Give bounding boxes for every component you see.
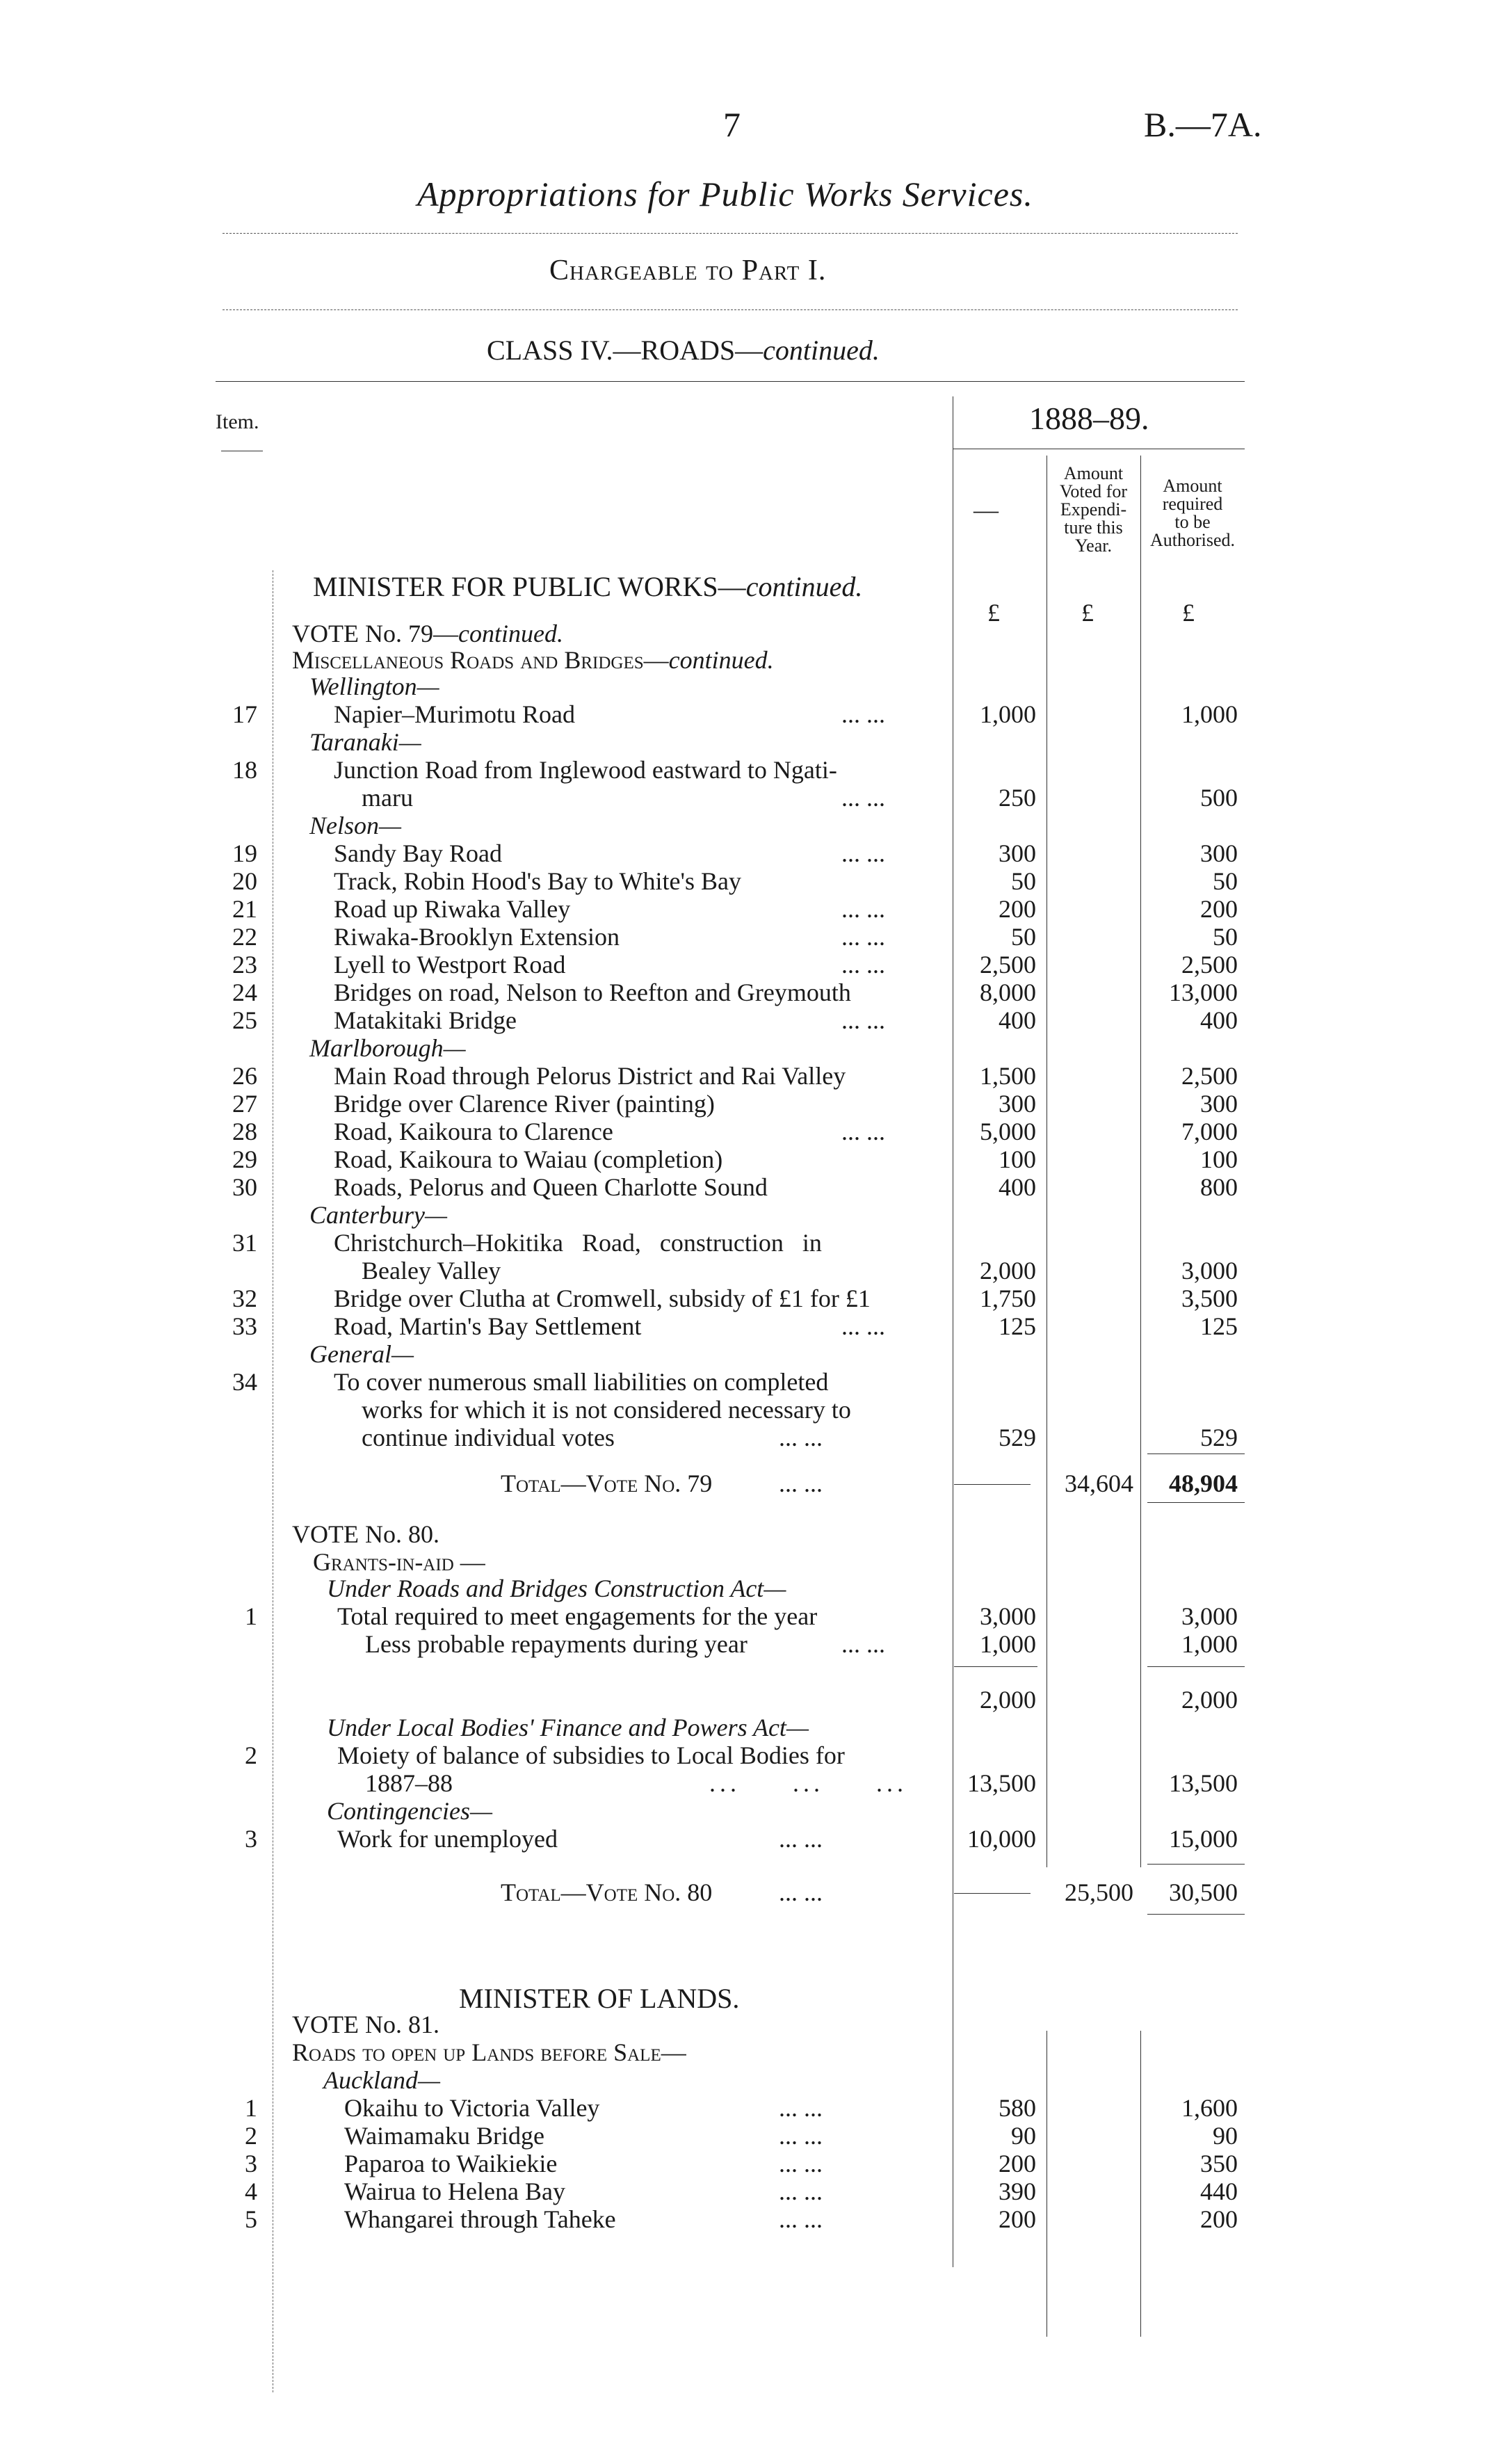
item-description: Road, Kaikoura to Clarence	[334, 1118, 613, 1145]
authorised-value: 500	[1200, 784, 1238, 812]
leader-dots: ... ...	[779, 1825, 823, 1853]
item-description: Work for unemployed	[337, 1825, 558, 1853]
amount-value: 50	[1011, 867, 1036, 895]
leader-dots: ... ...	[841, 784, 885, 812]
region-wellington: Wellington—	[309, 673, 439, 700]
amount-value: 2,000	[980, 1686, 1036, 1714]
region-general: General—	[309, 1340, 414, 1368]
amount-value: 2,000	[980, 1257, 1036, 1285]
voted-column-header: Amount Voted for Expendi- ture this Year.	[1059, 463, 1127, 556]
leader-dots: ... ...	[841, 700, 885, 728]
minister-public-works-heading: MINISTER FOR PUBLIC WORKS—continued.	[313, 571, 863, 602]
amount-value: 13,500	[967, 1769, 1036, 1797]
amount-value: 300	[999, 1090, 1036, 1118]
authorised-value: 90	[1213, 2122, 1238, 2150]
item-description: Moiety of balance of subsidies to Local Bodies for	[337, 1741, 845, 1769]
item-column-header: Item.	[216, 410, 259, 433]
authorised-value: 15,000	[1169, 1825, 1238, 1853]
vote-80-heading: VOTE No. 80.	[292, 1520, 439, 1548]
authorised-value: 350	[1200, 2150, 1238, 2177]
page-number: 7	[723, 105, 741, 144]
grants-heading: Grants-in-aid —	[313, 1548, 485, 1576]
blank-column-header: —	[973, 496, 999, 524]
authorised-value: 2,500	[1181, 951, 1238, 979]
total-rule	[954, 1893, 1031, 1894]
item-description: Road, Kaikoura to Waiau (completion)	[334, 1145, 723, 1173]
item-description: Less probable repayments during year	[365, 1630, 748, 1658]
authorised-value: 800	[1200, 1173, 1238, 1201]
item-number: 29	[232, 1145, 257, 1173]
authorised-value: 1,000	[1181, 700, 1238, 728]
item-number: 3	[245, 1825, 257, 1853]
total-80-voted: 25,500	[1065, 1878, 1133, 1906]
minister-lands-heading: MINISTER OF LANDS.	[459, 1983, 740, 2014]
authorised-column-header: Amount required to be Authorised.	[1149, 476, 1236, 550]
leader-dots: ... ...	[841, 1118, 885, 1145]
authorised-value: 300	[1200, 1090, 1238, 1118]
vote-79-heading: VOTE No. 79—continued.	[292, 620, 563, 647]
item-number: 21	[232, 895, 257, 923]
item-description: Road, Martin's Bay Settlement	[334, 1312, 642, 1340]
item-number: 22	[232, 923, 257, 951]
authorised-value: 3,000	[1181, 1257, 1238, 1285]
item-number: 34	[232, 1368, 257, 1396]
item-number: 32	[232, 1285, 257, 1312]
leader-dots: ... ...	[841, 1312, 885, 1340]
amount-value: 1,000	[980, 1630, 1036, 1658]
item-description: Napier–Murimotu Road	[334, 700, 575, 728]
total-80-top-rule	[1147, 1864, 1245, 1865]
item-description: Main Road through Pelorus District and Rai Valley	[334, 1062, 846, 1090]
item-number: 1	[245, 2094, 257, 2122]
item-description: Road up Riwaka Valley	[334, 895, 571, 923]
amount-value: 50	[1011, 923, 1036, 951]
region-taranaki: Taranaki—	[309, 728, 421, 756]
leader-dots: ... ...	[841, 951, 885, 979]
region-auckland: Auckland—	[323, 2066, 440, 2094]
authorised-value: 200	[1200, 895, 1238, 923]
page-title: Appropriations for Public Works Services.	[417, 175, 1033, 214]
item-description: Paparoa to Waikiekie	[344, 2150, 558, 2177]
item-number: 28	[232, 1118, 257, 1145]
authorised-value: 13,500	[1169, 1769, 1238, 1797]
leader-dots: ... ...	[841, 839, 885, 867]
item-description: Total required to meet engagements for the year	[337, 1602, 818, 1630]
authorised-value: 3,500	[1181, 1285, 1238, 1312]
region-nelson: Nelson—	[309, 812, 402, 839]
authorised-value: 50	[1213, 867, 1238, 895]
currency-col2: £	[1081, 599, 1094, 627]
leader-dots: ... ...	[779, 2205, 823, 2233]
item-description: Riwaka-Brooklyn Extension	[334, 923, 620, 951]
amount-value: 400	[999, 1173, 1036, 1201]
amount-value: 580	[999, 2094, 1036, 2122]
item-description: To cover numerous small liabilities on completed	[334, 1368, 829, 1396]
amount-value: 100	[999, 1145, 1036, 1173]
amount-value: 90	[1011, 2122, 1036, 2150]
item-number: 2	[245, 1741, 257, 1769]
item-description: Matakitaki Bridge	[334, 1006, 517, 1034]
item-description: Bridges on road, Nelson to Reefton and Greymouth	[334, 979, 851, 1006]
item-number: 31	[232, 1229, 257, 1257]
item-number: 25	[232, 1006, 257, 1034]
amount-value: 125	[999, 1312, 1036, 1340]
roads-open-heading: Roads to open up Lands before Sale—	[292, 2038, 686, 2066]
item-description: Okaihu to Victoria Valley	[344, 2094, 600, 2122]
document-reference: B.—7A.	[1144, 105, 1262, 144]
header-top-rule	[216, 381, 1245, 382]
item-number: 33	[232, 1312, 257, 1340]
region-canterbury: Canterbury—	[309, 1201, 447, 1229]
amount-value: 1,500	[980, 1062, 1036, 1090]
item-description-cont: continue individual votes	[362, 1424, 615, 1451]
amount-value: 1,000	[980, 700, 1036, 728]
total-79-voted: 34,604	[1065, 1469, 1133, 1497]
leader-dots: ... ...	[841, 895, 885, 923]
item-description-cont: Bealey Valley	[362, 1257, 501, 1285]
leader-dots: ... ...	[779, 2094, 823, 2122]
authorised-value: 2,500	[1181, 1062, 1238, 1090]
total-80-bottom-rule	[1147, 1914, 1245, 1915]
authorised-value: 7,000	[1181, 1118, 1238, 1145]
item-description-cont: works for which it is not considered necessary to	[362, 1396, 851, 1424]
authorised-value: 3,000	[1181, 1602, 1238, 1630]
amount-value: 529	[999, 1424, 1036, 1451]
leader-dots: ... ...	[841, 1006, 885, 1034]
authorised-value: 125	[1200, 1312, 1238, 1340]
amount-value: 200	[999, 895, 1036, 923]
contingencies-heading: Contingencies—	[327, 1797, 492, 1825]
total-80-required: 30,500	[1169, 1878, 1238, 1906]
amount-value: 1,750	[980, 1285, 1036, 1312]
item-description: Junction Road from Inglewood eastward to Ngati-	[334, 756, 837, 784]
item-number: 19	[232, 839, 257, 867]
total-vote-80-label: Total—Vote No. 80	[501, 1878, 713, 1906]
item-number: 27	[232, 1090, 257, 1118]
vote-81-heading: VOTE No. 81.	[292, 2011, 439, 2038]
leader-dots: ... ...	[779, 1878, 823, 1906]
item-number: 18	[232, 756, 257, 784]
leader-dots: ... ...	[779, 2150, 823, 2177]
leader-dots: ... ...	[841, 923, 885, 951]
item-number: 26	[232, 1062, 257, 1090]
authorised-value: 13,000	[1169, 979, 1238, 1006]
subtotal-rule	[954, 1666, 1037, 1667]
authorised-value: 50	[1213, 923, 1238, 951]
authorised-value: 400	[1200, 1006, 1238, 1034]
item-number: 1	[245, 1602, 257, 1630]
item-description: Whangarei through Taheke	[344, 2205, 616, 2233]
amount-value: 2,500	[980, 951, 1036, 979]
item-description: Lyell to Westport Road	[334, 951, 566, 979]
chargeable-heading: Chargeable to Part I.	[549, 255, 827, 287]
authorised-value: 440	[1200, 2177, 1238, 2205]
item-number: 17	[232, 700, 257, 728]
under-roads-heading: Under Roads and Bridges Construction Act—	[327, 1575, 786, 1602]
item-number: 4	[245, 2177, 257, 2205]
leader-dots: ... ...	[779, 1469, 823, 1497]
item-description: Bridge over Clutha at Cromwell, subsidy of £1 for £1	[334, 1285, 871, 1312]
leader-dots: ... ...	[779, 2177, 823, 2205]
total-79-bottom-rule	[1147, 1502, 1245, 1503]
currency-col1: £	[987, 599, 1000, 627]
subtotal-rule	[1147, 1666, 1245, 1667]
amount-value: 10,000	[967, 1825, 1036, 1853]
misc-roads-heading: Miscellaneous Roads and Bridges—continued.	[292, 646, 774, 674]
leader-dots: ... ...	[779, 1424, 823, 1451]
authorised-value: 200	[1200, 2205, 1238, 2233]
item-number: 2	[245, 2122, 257, 2150]
authorised-value: 1,600	[1181, 2094, 1238, 2122]
title-rule	[223, 233, 1238, 234]
item-number: 5	[245, 2205, 257, 2233]
item-description-cont: maru	[362, 784, 413, 812]
chargeable-rule	[223, 309, 1238, 310]
item-description: Waimamaku Bridge	[344, 2122, 545, 2150]
item-description-cont: 1887–88	[365, 1769, 453, 1797]
authorised-value: 300	[1200, 839, 1238, 867]
amount-value: 250	[999, 784, 1036, 812]
leader-dots: ... ...	[841, 1630, 885, 1658]
authorised-value: 529	[1200, 1424, 1238, 1451]
class-heading: CLASS IV.—ROADS—continued.	[487, 335, 880, 366]
amount-value: 5,000	[980, 1118, 1036, 1145]
amount-value: 300	[999, 839, 1036, 867]
total-vote-79-label: Total—Vote No. 79	[501, 1469, 713, 1497]
leader-dots: ... ... ...	[709, 1769, 907, 1797]
item-number: 24	[232, 979, 257, 1006]
authorised-value: 2,000	[1181, 1686, 1238, 1714]
year-column-header: 1888–89.	[1029, 401, 1149, 436]
item-number: 20	[232, 867, 257, 895]
item-number: 23	[232, 951, 257, 979]
amount-value: 390	[999, 2177, 1036, 2205]
item-description: Christchurch–Hokitika Road, construction in	[334, 1229, 822, 1257]
amount-value: 8,000	[980, 979, 1036, 1006]
amount-value: 200	[999, 2205, 1036, 2233]
item-description: Roads, Pelorus and Queen Charlotte Sound	[334, 1173, 768, 1201]
item-description: Bridge over Clarence River (painting)	[334, 1090, 715, 1118]
currency-col3: £	[1182, 599, 1195, 627]
item-number: 3	[245, 2150, 257, 2177]
amount-value: 200	[999, 2150, 1036, 2177]
item-description: Wairua to Helena Bay	[344, 2177, 565, 2205]
item-description: Track, Robin Hood's Bay to White's Bay	[334, 867, 741, 895]
amount-value: 3,000	[980, 1602, 1036, 1630]
authorised-value: 1,000	[1181, 1630, 1238, 1658]
leader-dots: ... ...	[779, 2122, 823, 2150]
authorised-value: 100	[1200, 1145, 1238, 1173]
total-79-required: 48,904	[1169, 1469, 1238, 1497]
under-local-heading: Under Local Bodies' Finance and Powers Act—	[327, 1714, 809, 1741]
amount-value: 400	[999, 1006, 1036, 1034]
region-marlborough: Marlborough—	[309, 1034, 466, 1062]
item-description: Sandy Bay Road	[334, 839, 502, 867]
item-number: 30	[232, 1173, 257, 1201]
total-rule	[954, 1484, 1031, 1485]
